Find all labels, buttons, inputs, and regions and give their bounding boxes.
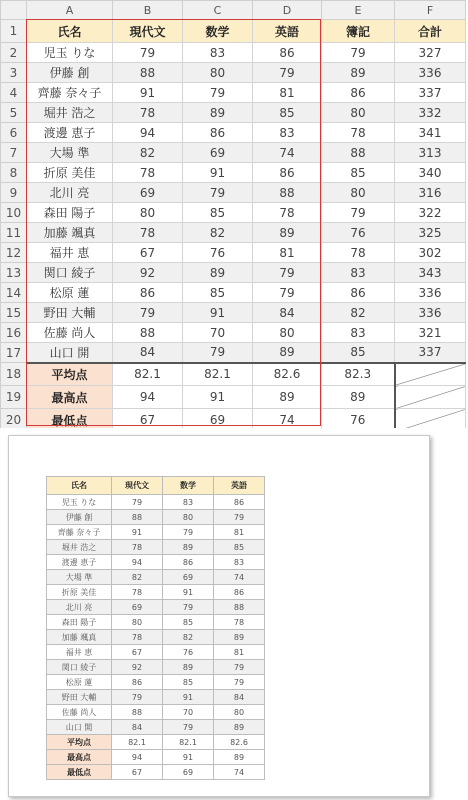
preview-name-cell: 野田 大輔 [47, 690, 112, 705]
preview-score-cell: 78 [112, 540, 163, 555]
score-cell[interactable]: 80 [322, 103, 395, 123]
score-cell[interactable]: 332 [395, 103, 466, 123]
score-cell[interactable]: 83 [322, 323, 395, 343]
table-row [1, 343, 466, 363]
preview-header-cell: 英語 [214, 477, 265, 495]
preview-score-cell: 83 [163, 495, 214, 510]
stat-value-cell[interactable]: 82.3 [322, 363, 395, 386]
score-cell[interactable]: 337 [395, 343, 466, 363]
score-cell[interactable]: 84 [113, 343, 183, 363]
score-cell[interactable]: 78 [113, 223, 183, 243]
score-cell[interactable]: 79 [113, 303, 183, 323]
preview-score-cell: 94 [112, 555, 163, 570]
preview-score-cell: 81 [214, 525, 265, 540]
column-header-A[interactable]: A [27, 1, 113, 20]
stats-row [1, 363, 466, 386]
score-cell[interactable]: 88 [253, 183, 322, 203]
score-cell[interactable]: 89 [183, 103, 253, 123]
name-cell[interactable]: 齊藤 奈々子 [27, 83, 113, 103]
preview-score-cell: 86 [163, 555, 214, 570]
row-header[interactable]: 2 [1, 43, 27, 63]
score-cell[interactable]: 85 [183, 283, 253, 303]
row-header[interactable]: 15 [1, 303, 27, 323]
preview-row [47, 690, 265, 705]
preview-name-cell: 齊藤 奈々子 [47, 525, 112, 540]
name-cell[interactable]: 山口 開 [27, 343, 113, 363]
preview-row [47, 660, 265, 675]
score-cell[interactable]: 81 [253, 83, 322, 103]
preview-stat-value: 91 [163, 750, 214, 765]
stat-value-cell[interactable]: 94 [113, 386, 183, 409]
score-cell[interactable]: 336 [395, 283, 466, 303]
header-cell[interactable]: 合計 [395, 20, 466, 43]
diagonal-empty-cell[interactable] [395, 386, 466, 409]
preview-name-cell: 佐藤 尚人 [47, 705, 112, 720]
preview-score-cell: 79 [214, 510, 265, 525]
score-cell[interactable]: 67 [113, 243, 183, 263]
score-cell[interactable]: 80 [322, 183, 395, 203]
score-cell[interactable]: 79 [113, 43, 183, 63]
preview-score-cell: 84 [214, 690, 265, 705]
score-cell[interactable]: 89 [253, 223, 322, 243]
preview-score-cell: 79 [214, 660, 265, 675]
preview-score-cell: 76 [163, 645, 214, 660]
preview-score-cell: 79 [163, 525, 214, 540]
score-cell[interactable]: 313 [395, 143, 466, 163]
preview-name-cell: 北川 亮 [47, 600, 112, 615]
preview-row [47, 630, 265, 645]
preview-score-cell: 88 [112, 510, 163, 525]
row-header[interactable]: 19 [1, 386, 27, 409]
preview-stats-row [47, 750, 265, 765]
table-row [1, 103, 466, 123]
preview-row [47, 645, 265, 660]
score-cell[interactable]: 84 [253, 303, 322, 323]
column-header-E[interactable]: E [322, 1, 395, 20]
table-row [1, 123, 466, 143]
stat-value-cell[interactable]: 91 [183, 386, 253, 409]
preview-score-cell: 79 [112, 495, 163, 510]
name-cell[interactable]: 福井 恵 [27, 243, 113, 263]
name-cell[interactable]: 加藤 颯真 [27, 223, 113, 243]
score-cell[interactable]: 85 [183, 203, 253, 223]
name-cell[interactable]: 児玉 りな [27, 43, 113, 63]
preview-name-cell: 伊藤 創 [47, 510, 112, 525]
score-cell[interactable]: 336 [395, 303, 466, 323]
preview-score-cell: 84 [112, 720, 163, 735]
stat-label-cell[interactable]: 最高点 [27, 386, 113, 409]
preview-score-cell: 89 [163, 540, 214, 555]
preview-stats-row [47, 735, 265, 750]
score-cell[interactable]: 86 [183, 123, 253, 143]
row-header[interactable]: 9 [1, 183, 27, 203]
score-cell[interactable]: 89 [322, 63, 395, 83]
preview-score-cell: 74 [214, 570, 265, 585]
preview-score-cell: 80 [112, 615, 163, 630]
preview-score-cell: 67 [112, 645, 163, 660]
score-cell[interactable]: 78 [253, 203, 322, 223]
preview-score-cell: 82 [163, 630, 214, 645]
name-cell[interactable]: 松原 蓮 [27, 283, 113, 303]
preview-score-cell: 91 [163, 585, 214, 600]
score-cell[interactable]: 91 [113, 83, 183, 103]
preview-row [47, 510, 265, 525]
preview-score-cell: 82 [112, 570, 163, 585]
name-cell[interactable]: 関口 綾子 [27, 263, 113, 283]
table-row [1, 203, 466, 223]
preview-name-cell: 折原 美佳 [47, 585, 112, 600]
preview-row [47, 585, 265, 600]
stats-row [1, 386, 466, 409]
preview-stat-value: 82.1 [163, 735, 214, 750]
preview-score-cell: 78 [112, 585, 163, 600]
table-row [1, 303, 466, 323]
column-header-D[interactable]: D [253, 1, 322, 20]
preview-score-cell: 85 [214, 540, 265, 555]
preview-name-cell: 加藤 颯真 [47, 630, 112, 645]
preview-score-cell: 70 [163, 705, 214, 720]
preview-stat-value: 82.1 [112, 735, 163, 750]
preview-stats-row [47, 765, 265, 780]
row-header[interactable]: 7 [1, 143, 27, 163]
score-cell[interactable]: 70 [183, 323, 253, 343]
score-cell[interactable]: 80 [183, 63, 253, 83]
stat-value-cell[interactable]: 82.1 [113, 363, 183, 386]
column-header-C[interactable]: C [183, 1, 253, 20]
preview-score-cell: 83 [214, 555, 265, 570]
preview-score-cell: 80 [214, 705, 265, 720]
score-cell[interactable]: 74 [253, 143, 322, 163]
score-cell[interactable]: 79 [253, 263, 322, 283]
stat-label-cell[interactable]: 平均点 [27, 363, 113, 386]
score-cell[interactable]: 79 [322, 203, 395, 223]
preview-name-cell: 大場 準 [47, 570, 112, 585]
table-row [1, 283, 466, 303]
table-row [1, 163, 466, 183]
score-cell[interactable]: 86 [322, 83, 395, 103]
table-row [1, 323, 466, 343]
preview-score-cell: 91 [163, 690, 214, 705]
score-cell[interactable]: 85 [322, 163, 395, 183]
stat-value-cell[interactable]: 74 [253, 409, 322, 432]
row-header[interactable]: 8 [1, 163, 27, 183]
score-cell[interactable]: 85 [253, 103, 322, 123]
preview-score-cell: 69 [112, 600, 163, 615]
row-header[interactable]: 12 [1, 243, 27, 263]
preview-row [47, 495, 265, 510]
preview-stat-value: 89 [214, 750, 265, 765]
score-cell[interactable]: 78 [113, 103, 183, 123]
score-cell[interactable]: 337 [395, 83, 466, 103]
preview-score-cell: 78 [112, 630, 163, 645]
header-cell[interactable]: 氏名 [27, 20, 113, 43]
score-cell[interactable]: 82 [183, 223, 253, 243]
preview-row [47, 525, 265, 540]
row-header[interactable]: 11 [1, 223, 27, 243]
score-cell[interactable]: 322 [395, 203, 466, 223]
preview-table [46, 476, 265, 780]
stat-value-cell[interactable]: 82.1 [183, 363, 253, 386]
name-cell[interactable]: 伊藤 創 [27, 63, 113, 83]
score-cell[interactable]: 89 [253, 343, 322, 363]
score-cell[interactable]: 88 [113, 323, 183, 343]
score-cell[interactable]: 86 [253, 163, 322, 183]
row-header[interactable]: 5 [1, 103, 27, 123]
table-row [1, 223, 466, 243]
score-cell[interactable]: 83 [183, 43, 253, 63]
preview-score-cell: 86 [112, 675, 163, 690]
preview-score-cell: 79 [163, 600, 214, 615]
score-cell[interactable]: 83 [253, 123, 322, 143]
preview-score-cell: 89 [214, 630, 265, 645]
preview-score-cell: 79 [163, 720, 214, 735]
score-cell[interactable]: 69 [183, 143, 253, 163]
row-header[interactable]: 14 [1, 283, 27, 303]
preview-score-cell: 78 [214, 615, 265, 630]
select-all-corner[interactable] [1, 1, 27, 20]
preview-score-cell: 91 [112, 525, 163, 540]
stat-value-cell[interactable]: 82.6 [253, 363, 322, 386]
preview-name-cell: 山口 開 [47, 720, 112, 735]
preview-name-cell: 児玉 りな [47, 495, 112, 510]
stat-value-cell[interactable]: 89 [322, 386, 395, 409]
preview-row [47, 720, 265, 735]
preview-row [47, 555, 265, 570]
row-header[interactable]: 18 [1, 363, 27, 386]
score-cell[interactable]: 336 [395, 63, 466, 83]
score-cell[interactable]: 76 [183, 243, 253, 263]
row-header[interactable]: 6 [1, 123, 27, 143]
preview-stat-value: 74 [214, 765, 265, 780]
score-cell[interactable]: 341 [395, 123, 466, 143]
table-row [1, 183, 466, 203]
preview-name-cell: 関口 綾子 [47, 660, 112, 675]
score-cell[interactable]: 79 [183, 183, 253, 203]
stat-value-cell[interactable]: 89 [253, 386, 322, 409]
header-cell[interactable]: 現代文 [113, 20, 183, 43]
preview-score-cell: 86 [214, 585, 265, 600]
preview-stat-value: 67 [112, 765, 163, 780]
preview-header-cell: 氏名 [47, 477, 112, 495]
preview-name-cell: 福井 恵 [47, 645, 112, 660]
score-cell[interactable]: 91 [183, 303, 253, 323]
column-header-B[interactable]: B [113, 1, 183, 20]
preview-score-cell: 88 [214, 600, 265, 615]
name-cell[interactable]: 佐藤 尚人 [27, 323, 113, 343]
stat-value-cell[interactable]: 69 [183, 409, 253, 432]
preview-score-cell: 85 [163, 615, 214, 630]
name-cell[interactable]: 森田 陽子 [27, 203, 113, 223]
preview-stat-label: 最高点 [47, 750, 112, 765]
header-cell[interactable]: 数学 [183, 20, 253, 43]
score-cell[interactable]: 88 [322, 143, 395, 163]
score-cell[interactable]: 91 [183, 163, 253, 183]
table-row [1, 143, 466, 163]
score-cell[interactable]: 82 [322, 303, 395, 323]
preview-score-cell: 79 [112, 690, 163, 705]
row-header[interactable]: 16 [1, 323, 27, 343]
preview-stat-label: 平均点 [47, 735, 112, 750]
preview-name-cell: 渡邊 恵子 [47, 555, 112, 570]
score-cell[interactable]: 80 [253, 323, 322, 343]
table-row [1, 243, 466, 263]
score-cell[interactable]: 79 [183, 83, 253, 103]
preview-row [47, 570, 265, 585]
row-header-1[interactable]: 1 [1, 20, 27, 43]
score-cell[interactable]: 89 [183, 263, 253, 283]
preview-score-cell: 89 [214, 720, 265, 735]
score-cell[interactable]: 80 [113, 203, 183, 223]
score-cell[interactable]: 94 [113, 123, 183, 143]
stat-value-cell[interactable]: 76 [322, 409, 395, 432]
score-cell[interactable]: 92 [113, 263, 183, 283]
score-cell[interactable]: 86 [113, 283, 183, 303]
preview-stat-label: 最低点 [47, 765, 112, 780]
diagonal-empty-cell[interactable] [395, 363, 466, 386]
preview-row [47, 540, 265, 555]
preview-name-cell: 森田 陽子 [47, 615, 112, 630]
score-cell[interactable]: 78 [322, 243, 395, 263]
preview-score-cell: 79 [214, 675, 265, 690]
table-row [1, 43, 466, 63]
preview-stat-value: 82.6 [214, 735, 265, 750]
score-cell[interactable]: 79 [253, 63, 322, 83]
name-cell[interactable]: 堀井 浩之 [27, 103, 113, 123]
header-cell[interactable]: 簿記 [322, 20, 395, 43]
score-cell[interactable]: 79 [253, 283, 322, 303]
score-cell[interactable]: 82 [113, 143, 183, 163]
preview-header-cell: 数学 [163, 477, 214, 495]
row-header[interactable]: 13 [1, 263, 27, 283]
header-cell[interactable]: 英語 [253, 20, 322, 43]
score-cell[interactable]: 78 [322, 123, 395, 143]
score-cell[interactable]: 325 [395, 223, 466, 243]
name-cell[interactable]: 渡邊 恵子 [27, 123, 113, 143]
preview-stat-value: 69 [163, 765, 214, 780]
stat-label-cell[interactable]: 最低点 [27, 409, 113, 432]
table-row [1, 263, 466, 283]
preview-name-cell: 堀井 浩之 [47, 540, 112, 555]
score-cell[interactable]: 83 [322, 263, 395, 283]
preview-score-cell: 86 [214, 495, 265, 510]
score-cell[interactable]: 69 [113, 183, 183, 203]
name-cell[interactable]: 大場 準 [27, 143, 113, 163]
preview-score-cell: 85 [163, 675, 214, 690]
preview-header-cell: 現代文 [112, 477, 163, 495]
score-cell[interactable]: 86 [322, 283, 395, 303]
name-cell[interactable]: 野田 大輔 [27, 303, 113, 323]
preview-row [47, 615, 265, 630]
score-cell[interactable]: 81 [253, 243, 322, 263]
table-row [1, 63, 466, 83]
name-cell[interactable]: 北川 亮 [27, 183, 113, 203]
preview-row [47, 705, 265, 720]
preview-score-cell: 80 [163, 510, 214, 525]
preview-score-cell: 89 [163, 660, 214, 675]
score-cell[interactable]: 316 [395, 183, 466, 203]
score-cell[interactable]: 321 [395, 323, 466, 343]
name-cell[interactable]: 折原 美佳 [27, 163, 113, 183]
table-row [1, 83, 466, 103]
preview-score-cell: 81 [214, 645, 265, 660]
score-cell[interactable]: 302 [395, 243, 466, 263]
score-cell[interactable]: 327 [395, 43, 466, 63]
row-header[interactable]: 3 [1, 63, 27, 83]
score-cell[interactable]: 79 [183, 343, 253, 363]
row-header[interactable]: 4 [1, 83, 27, 103]
row-header[interactable]: 20 [1, 409, 27, 432]
preview-row [47, 675, 265, 690]
preview-score-cell: 88 [112, 705, 163, 720]
preview-score-cell: 69 [163, 570, 214, 585]
preview-name-cell: 松原 蓮 [47, 675, 112, 690]
score-cell[interactable]: 86 [253, 43, 322, 63]
preview-score-cell: 92 [112, 660, 163, 675]
preview-row [47, 600, 265, 615]
score-cell[interactable]: 78 [113, 163, 183, 183]
score-cell[interactable]: 76 [322, 223, 395, 243]
stat-value-cell[interactable]: 67 [113, 409, 183, 432]
column-header-F[interactable]: F [395, 1, 466, 20]
score-cell[interactable]: 88 [113, 63, 183, 83]
row-header[interactable]: 10 [1, 203, 27, 223]
score-cell[interactable]: 340 [395, 163, 466, 183]
row-header[interactable]: 17 [1, 343, 27, 363]
score-cell[interactable]: 343 [395, 263, 466, 283]
score-cell[interactable]: 85 [322, 343, 395, 363]
score-cell[interactable]: 79 [322, 43, 395, 63]
preview-stat-value: 94 [112, 750, 163, 765]
